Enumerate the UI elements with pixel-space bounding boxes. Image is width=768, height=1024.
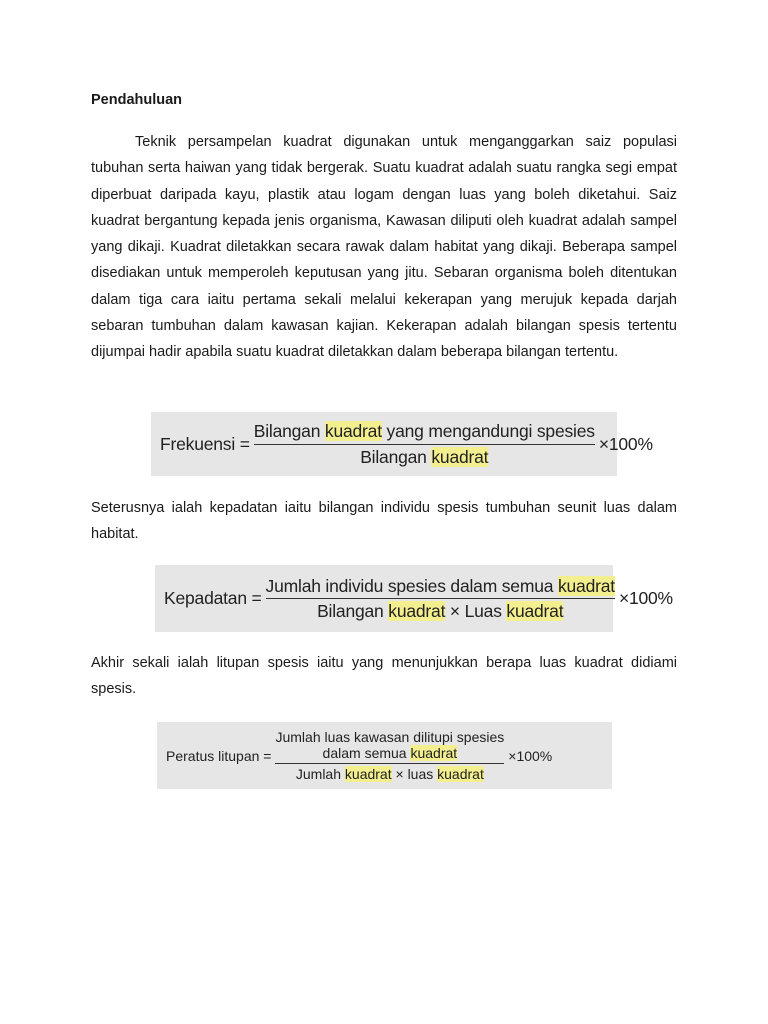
fraction-bar bbox=[266, 598, 615, 599]
highlighted-term: kuadrat bbox=[344, 766, 392, 783]
numerator-text: Jumlah individu spesies dalam semua bbox=[265, 575, 558, 596]
formula-numerator bbox=[275, 729, 504, 761]
formula-lhs: Frekuensi = bbox=[160, 433, 250, 454]
numerator-text: Jumlah luas kawasan dilitupi spesies bbox=[275, 728, 505, 745]
highlighted-term: kuadrat bbox=[324, 421, 382, 442]
fraction-bar bbox=[254, 444, 595, 445]
formula-multiplier: ×100% bbox=[598, 433, 653, 454]
formula-denominator bbox=[296, 766, 484, 782]
formula-multiplier: ×100% bbox=[618, 588, 673, 608]
formula-fraction bbox=[254, 421, 595, 466]
formula-denominator bbox=[317, 601, 563, 621]
highlighted-term: kuadrat bbox=[437, 766, 484, 783]
formula-lhs: Kepadatan = bbox=[164, 588, 262, 608]
section-heading: Pendahuluan bbox=[91, 92, 183, 108]
formula-fraction bbox=[275, 729, 504, 782]
denominator-text: × luas bbox=[391, 766, 438, 783]
cover-paragraph: Akhir sekali ialah litupan spesis iaitu yang menunjukkan berapa luas kuadrat didiami spesis. bbox=[91, 655, 677, 698]
highlighted-term: kuadrat bbox=[506, 601, 564, 621]
highlighted-term: kuadrat bbox=[557, 575, 615, 596]
formula-numerator bbox=[254, 421, 595, 441]
formula-numerator bbox=[266, 576, 615, 596]
intro-paragraph-text: Teknik persampelan kuadrat digunakan untuk menganggarkan saiz populasi tubuhan serta haiwan yang tidak bergerak. Suatu kuadrat adalah suatu rangka segi empat diperbuat daripada kayu, plastik atau logam dengan luas yang boleh diketahui. Saiz kuadrat bergantung kepada jenis organisma, Kawasan diliputi oleh kuadrat adalah sampel yang dikaji. Kuadrat diletakkan secara rawak dalam habitat yang dikaji. Beberapa sampel disediakan untuk memperoleh keputusan yang jitu. Sebaran organisma boleh ditentukan dalam tiga cara iaitu pertama sekali melalui kekerapan yang merujuk kepada darjah sebaran tumbuhan dalam kawasan kajian. Kekerapan adalah bilangan spesis tertentu dijumpai hadir apabila suatu kuadrat diletakkan dalam beberapa bilangan tertentu. bbox=[91, 134, 677, 361]
numerator-text: yang mengandungi spesies bbox=[381, 421, 595, 442]
highlighted-term: kuadrat bbox=[388, 601, 446, 621]
formula-lhs: Peratus litupan = bbox=[166, 747, 272, 764]
frequency-formula bbox=[151, 412, 653, 476]
formula-multiplier: ×100% bbox=[508, 747, 553, 764]
highlighted-term: kuadrat bbox=[410, 744, 458, 761]
denominator-text: Jumlah bbox=[295, 766, 345, 783]
denominator-text: × Luas bbox=[445, 601, 507, 621]
denominator-text: Bilangan bbox=[317, 601, 389, 621]
numerator-line-2 bbox=[275, 745, 504, 761]
numerator-text: Bilangan bbox=[253, 421, 325, 442]
intro-paragraph bbox=[91, 129, 677, 366]
formula-fraction bbox=[266, 576, 615, 621]
highlighted-term: kuadrat bbox=[431, 446, 489, 467]
numerator-text: dalam semua bbox=[322, 744, 411, 761]
formula-denominator bbox=[360, 447, 488, 467]
cover-formula bbox=[157, 722, 612, 789]
density-paragraph: Seterusnya ialah kepadatan iaitu bilangan individu spesis tumbuhan seunit luas dalam habitat. bbox=[91, 500, 677, 543]
fraction-bar bbox=[275, 763, 504, 764]
density-formula bbox=[155, 565, 673, 632]
denominator-text: Bilangan bbox=[360, 446, 432, 467]
